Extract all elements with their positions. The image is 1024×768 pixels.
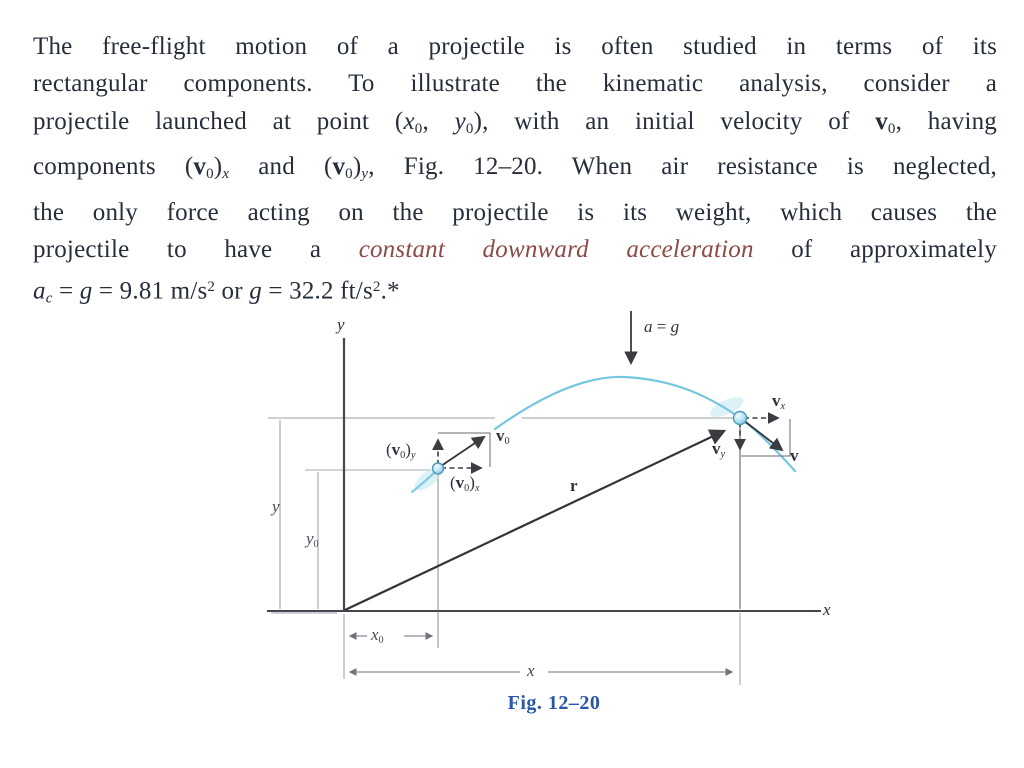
paragraph-line: projectile launched at point (x0, y0), with an initial velocity of v0, having (33, 107, 997, 137)
x-axis-label: x (823, 600, 831, 619)
vy-label: vy (712, 439, 726, 460)
dimension-y0-label: y0 (306, 529, 319, 550)
paragraph-line: rectangular components. To illustrate the kinematic analysis, consider a (33, 70, 997, 98)
v0x-label: (v0)x (450, 473, 480, 494)
v0y-label: (v0)y (386, 440, 416, 461)
dimension-x0-label: x0 (371, 625, 384, 646)
r-label: r (570, 476, 578, 495)
y-axis-label: y (337, 315, 345, 334)
figure-caption: Fig. 12–20 (507, 692, 601, 714)
v0-label: v0 (496, 426, 510, 447)
launch-ball (433, 463, 444, 474)
dimension-y-label: y (272, 497, 280, 516)
flight-ball (734, 412, 747, 425)
paragraph-line: projectile to have a constant downward acceleration of approximately (33, 236, 997, 264)
vx-label: vx (772, 391, 786, 412)
v-vector (743, 420, 782, 450)
paragraph-line: ac = g = 9.81 $m/s^2$ or g = 32.2 $ft/s^2.*$ (33, 277, 400, 307)
trajectory-path (495, 377, 795, 471)
v-label: v (790, 446, 799, 465)
paragraph-line: The free-flight motion of a projectile is often studied in terms of its (33, 33, 997, 60)
gravity-label: a = g (644, 317, 680, 336)
dimension-x-label: x (527, 661, 535, 680)
v0-vector (441, 437, 484, 466)
paragraph-line: the only force acting on the projectile is its weight, which causes the (33, 199, 997, 226)
paragraph-line: components (v0)x and (v0)y, Fig. 12–20. When air resistance is neglected, (33, 153, 997, 183)
